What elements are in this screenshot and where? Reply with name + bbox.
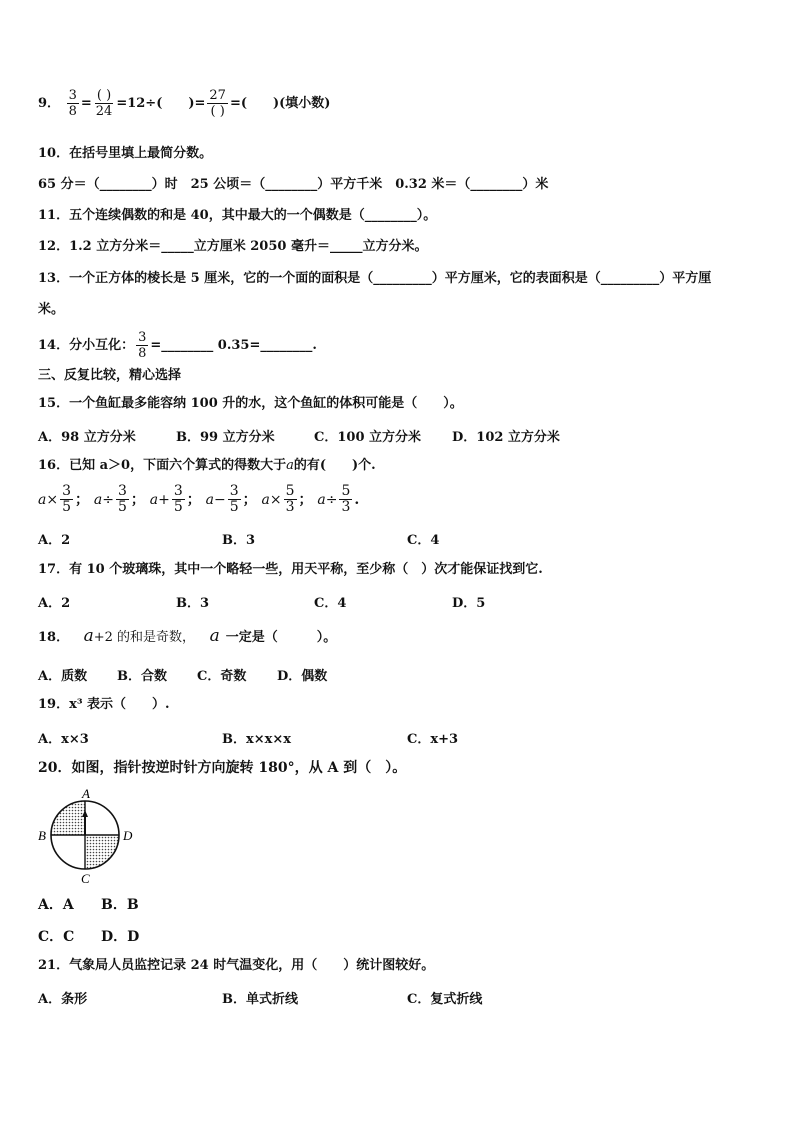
question-text: 16．已知 a＞0，下面六个算式的得数大于 [38, 458, 287, 473]
expression-operator: a÷ [93, 491, 114, 508]
question-text: 一定是（ ）。 [225, 630, 337, 645]
option-b: B．合数 [117, 669, 167, 684]
option-a: A．条形 [38, 992, 88, 1007]
separator: ； [186, 491, 201, 508]
option-b: B．3 [222, 533, 256, 548]
option-c: C．复式折线 [407, 992, 483, 1007]
option-d: D．102 立方分米 [452, 430, 560, 445]
option-c: C．C [38, 929, 75, 945]
label-right: D [123, 828, 133, 843]
variable: a [209, 626, 220, 646]
option-b: B．单式折线 [222, 992, 298, 1007]
expression [205, 483, 257, 515]
fraction [172, 484, 185, 515]
option-c: C．4 [314, 596, 347, 611]
option-b: B．B [101, 897, 139, 913]
denominator: 5 [173, 499, 183, 515]
numerator: 3 [68, 88, 77, 103]
expression [317, 483, 360, 515]
option-c: C．100 立方分米 [314, 430, 422, 445]
question-14 [38, 330, 317, 361]
question-13-line2: 米。 [38, 302, 65, 317]
fraction [136, 330, 148, 361]
question-10-title: 10．在括号里填上最简分数。 [38, 146, 213, 161]
question-13-line1: 13．一个正方体的棱长是 5 厘米，它的一个面的面积是（_________）平方厘米，它的表面积是（_________）平方厘 [38, 271, 712, 286]
numerator: ( ) [96, 88, 112, 103]
clock-dial-svg [32, 785, 142, 885]
expression-operator: a− [205, 491, 226, 508]
numerator: 3 [62, 483, 71, 499]
option-a: A．x×3 [38, 732, 89, 747]
option-a: A．2 [38, 596, 71, 611]
option-d: D．偶数 [277, 669, 328, 684]
option-c: C．x+3 [407, 732, 459, 747]
denominator: 3 [285, 499, 295, 515]
denominator: 5 [229, 499, 239, 515]
question-text: =________ 0.35=________. [150, 338, 317, 353]
separator: ； [75, 491, 89, 508]
question-12: 12．1.2 立方分米＝_____立方厘米 2050 毫升＝_____立方分米。 [38, 239, 428, 254]
question-10-blanks: 65 分＝（________）时 25 公顷＝（________）平方千米 0.32 米＝（________）米 [38, 177, 549, 192]
expression [93, 483, 145, 515]
label-left: B [38, 828, 46, 843]
fraction [116, 484, 129, 515]
separator: ； [242, 491, 257, 508]
numerator: 3 [138, 330, 147, 345]
fraction [284, 484, 297, 515]
label-top: A [82, 786, 90, 801]
variable: a [286, 458, 294, 473]
separator: . [354, 491, 360, 508]
section-heading: 三、反复比较，精心选择 [38, 368, 182, 383]
question-number: 9． [38, 96, 61, 111]
equals-sign: = [80, 96, 92, 111]
question-18 [38, 627, 336, 647]
separator: ； [298, 491, 313, 508]
numerator: 5 [285, 483, 295, 499]
denominator: 8 [138, 346, 147, 361]
expression [38, 483, 89, 515]
option-a: A．98 立方分米 [38, 430, 136, 445]
denominator: 3 [341, 499, 351, 515]
question-16 [38, 457, 376, 475]
separator: ； [130, 491, 145, 508]
expression-operator: a× [261, 491, 282, 508]
question-19: 19．x³ 表示（ ）. [38, 697, 170, 712]
question-text: 的有( )个. [293, 458, 376, 473]
numerator: 3 [229, 483, 239, 499]
option-c: C．奇数 [197, 669, 247, 684]
fraction [207, 88, 228, 119]
denominator: 5 [62, 499, 71, 515]
option-b: B．3 [176, 596, 210, 611]
clock-dial-figure [32, 785, 142, 885]
denominator: 8 [68, 104, 77, 119]
denominator: 5 [117, 499, 127, 515]
numerator: 27 [209, 88, 226, 103]
fraction [94, 88, 115, 119]
option-b: B．99 立方分米 [176, 430, 275, 445]
question-20: 20．如图，指针按逆时针方向旋转 180°，从 A 到（ ）。 [38, 760, 407, 776]
question-15: 15．一个鱼缸最多能容纳 100 升的水，这个鱼缸的体积可能是（ ）。 [38, 396, 463, 411]
numerator: 3 [173, 483, 183, 499]
denominator: 24 [95, 104, 113, 119]
option-a: A．质数 [38, 669, 88, 684]
question-text: +2 的和是奇数， [93, 630, 196, 645]
option-c: C．4 [407, 533, 440, 548]
numerator: 5 [341, 483, 351, 499]
question-21: 21．气象局人员监控记录 24 时气温变化，用（ ）统计图较好。 [38, 958, 435, 973]
question-text: =( )(填小数) [229, 96, 331, 111]
option-d: D．5 [452, 596, 486, 611]
option-b: B．x×x×x [222, 732, 292, 747]
expression-operator: a÷ [317, 491, 338, 508]
option-a: A．A [38, 897, 74, 913]
expression [149, 483, 201, 515]
fraction [339, 484, 352, 515]
fraction [67, 88, 79, 119]
question-11: 11．五个连续偶数的和是 40，其中最大的一个偶数是（________）。 [38, 208, 437, 223]
question-9 [38, 88, 330, 119]
question-text: =12÷( )= [116, 96, 206, 111]
fraction [228, 484, 241, 515]
expression-operator: a× [38, 491, 59, 508]
question-17: 17．有 10 个玻璃珠，其中一个略轻一些，用天平称，至少称（ ）次才能保证找到它. [38, 562, 543, 577]
option-d: D．D [101, 929, 140, 945]
expression-operator: a+ [149, 491, 170, 508]
question-number: 18． [38, 630, 70, 645]
fraction [60, 484, 73, 515]
expression-list [38, 484, 359, 515]
variable: a [83, 626, 94, 646]
expression [261, 483, 313, 515]
label-bottom: C [81, 871, 90, 885]
question-text: 14．分小互化： [38, 338, 135, 353]
denominator: ( ) [210, 104, 225, 119]
numerator: 3 [117, 483, 127, 499]
option-a: A．2 [38, 533, 71, 548]
